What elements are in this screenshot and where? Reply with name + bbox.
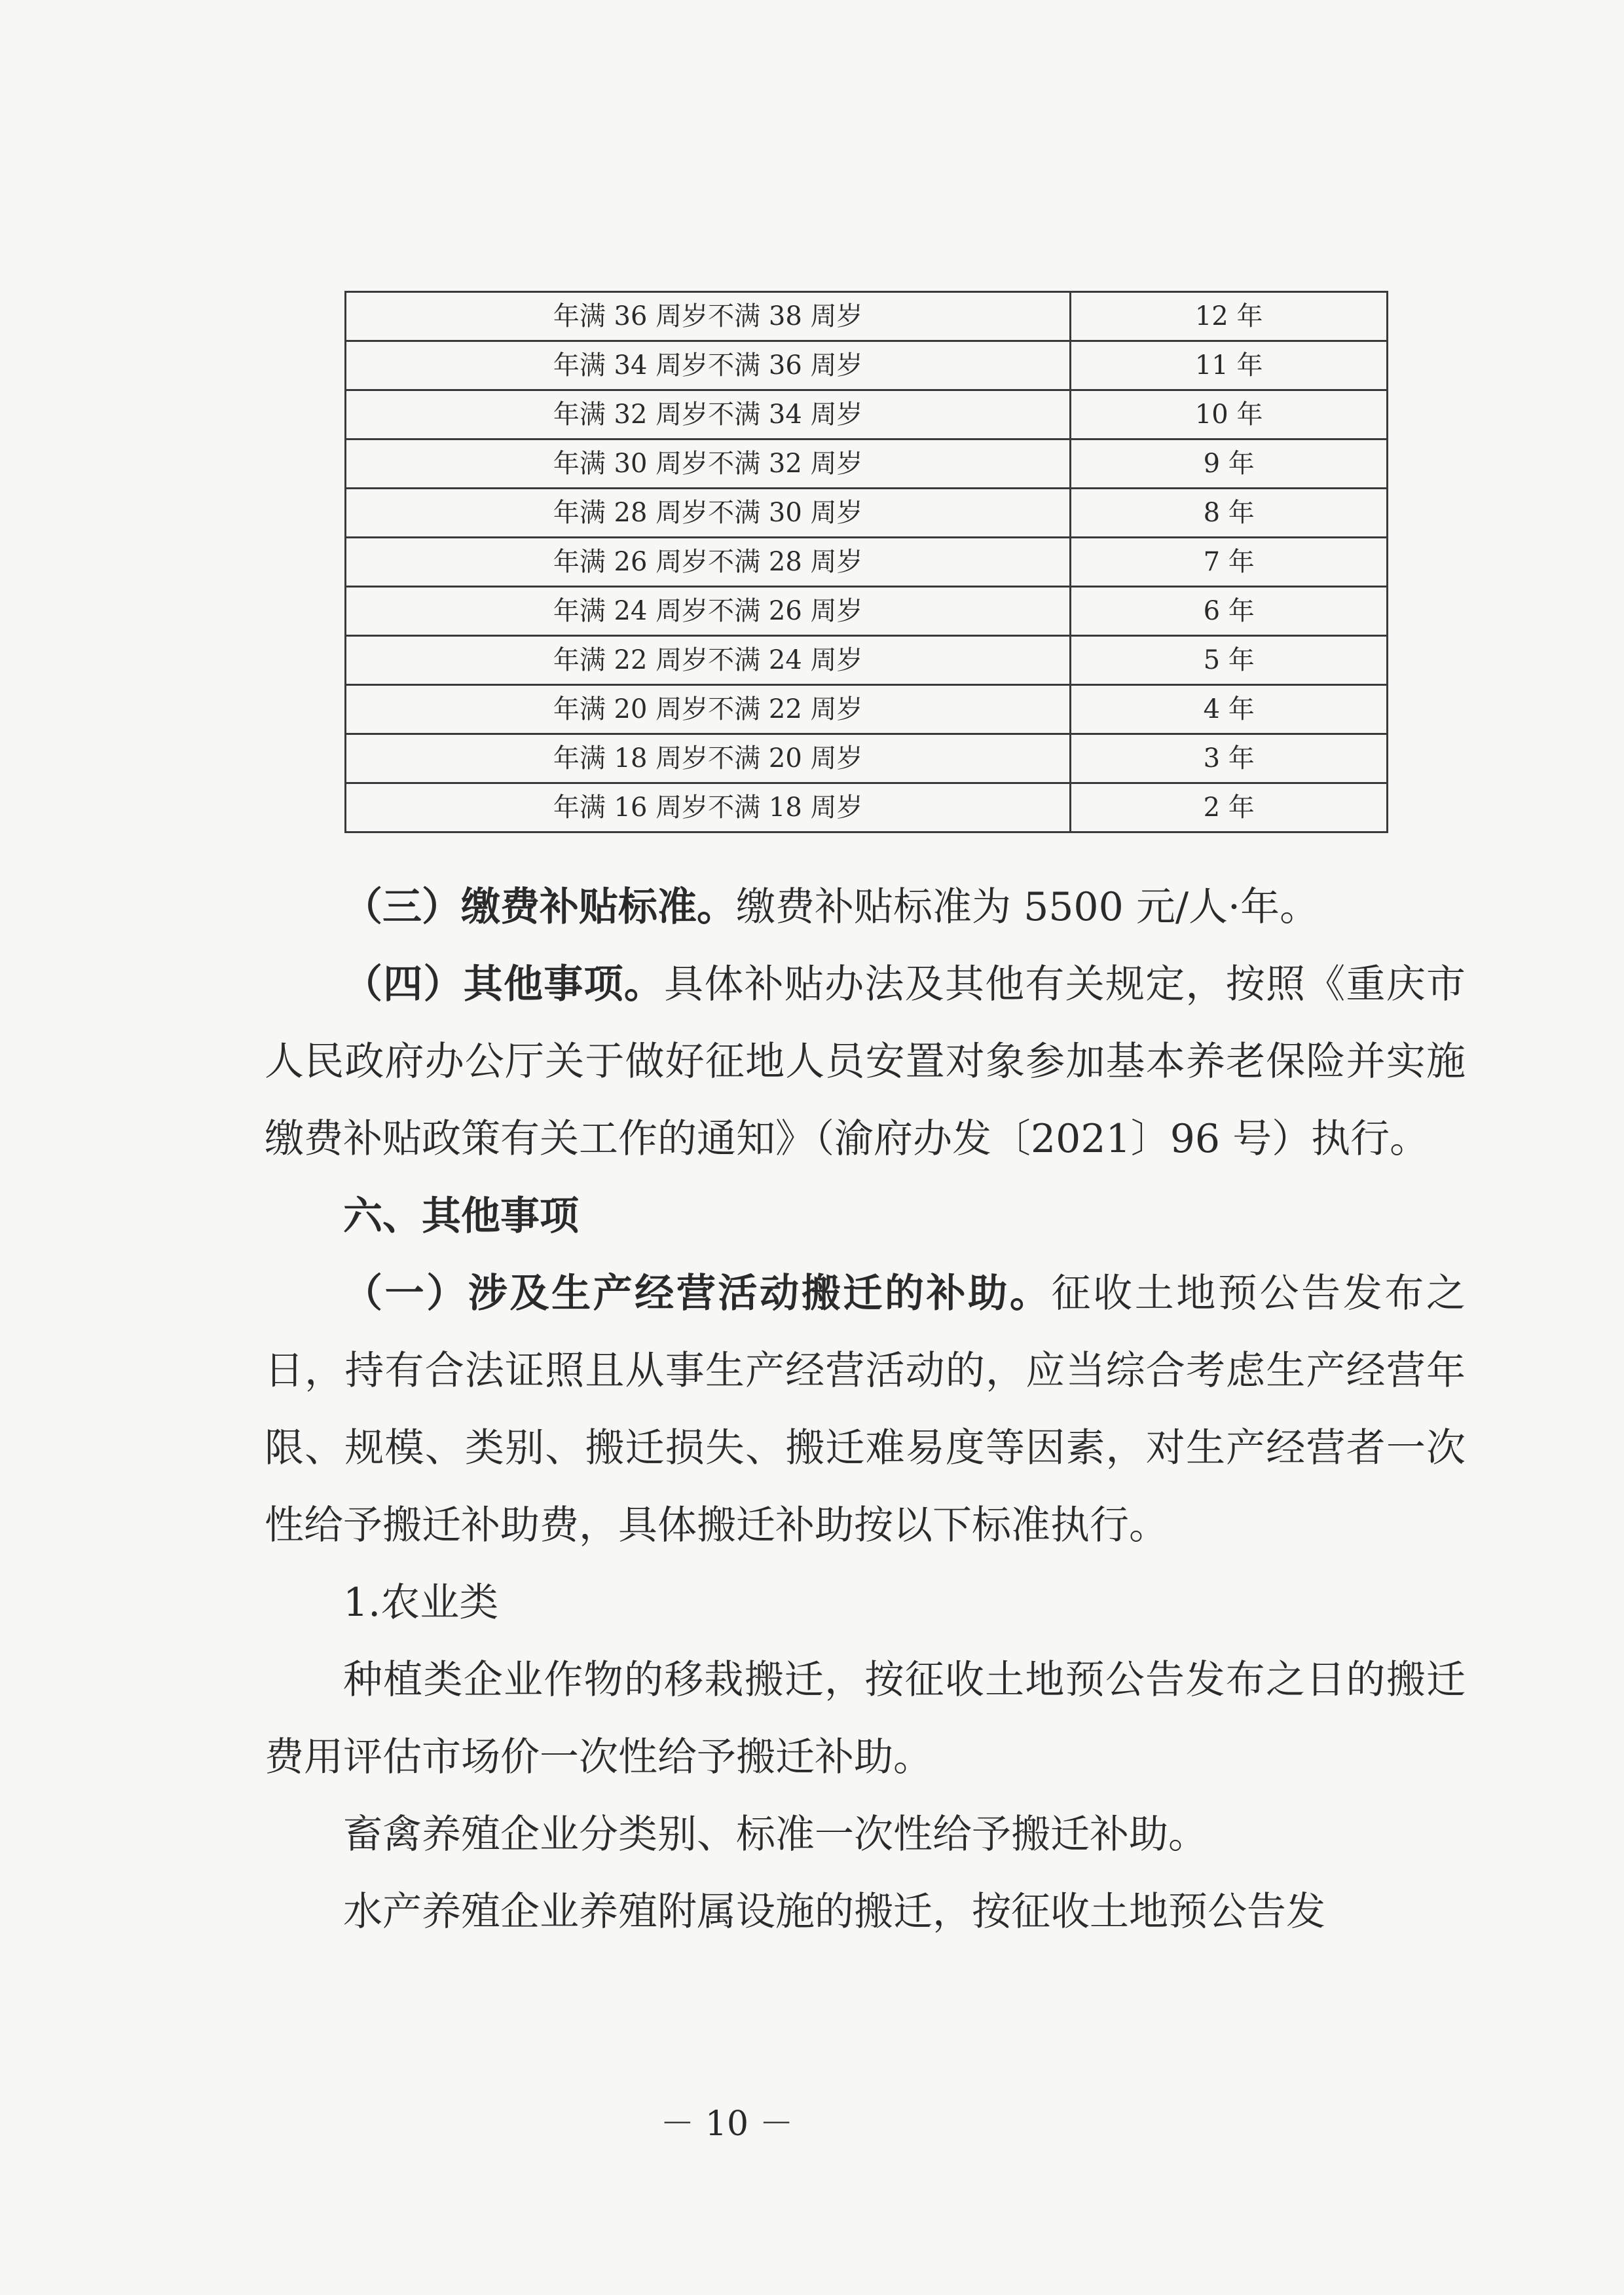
table-row — [346, 587, 1388, 636]
age-range-cell: 年满 30 周岁不满 32 周岁 — [346, 439, 1071, 489]
age-range-cell: 年满 28 周岁不满 30 周岁 — [346, 489, 1071, 538]
paragraph-text: 缴费补贴标准为 5500 元/人·年。 — [736, 884, 1320, 930]
age-range-cell: 年满 24 周岁不满 26 周岁 — [346, 587, 1071, 636]
years-cell: 8 年 — [1071, 489, 1388, 538]
age-range-cell: 年满 36 周岁不满 38 周岁 — [346, 292, 1071, 341]
years-cell: 2 年 — [1071, 783, 1388, 832]
years-cell: 11 年 — [1071, 341, 1388, 390]
table-row — [346, 685, 1388, 734]
table-row — [346, 390, 1388, 439]
paragraph-lead: （一）涉及生产经营活动搬迁的补助。 — [343, 1271, 1052, 1316]
page-number — [0, 2096, 1624, 2145]
years-cell: 12 年 — [1071, 292, 1388, 341]
table-row — [346, 636, 1388, 685]
paragraph-text: 征收土地预公告发布之日，持有合法证照且从事生产经营活动的，应当综合考虑生产经营年限、规模、类别、搬迁损失、搬迁难易度等因素，对生产经营者一次性给予搬迁补助费，具体搬迁补助按以下标准执行。 — [265, 1271, 1466, 1548]
table-row — [346, 734, 1388, 783]
years-cell: 6 年 — [1071, 587, 1388, 636]
age-range-cell: 年满 32 周岁不满 34 周岁 — [346, 390, 1071, 439]
table-body — [346, 292, 1388, 832]
age-range-cell: 年满 34 周岁不满 36 周岁 — [346, 341, 1071, 390]
years-cell: 10 年 — [1071, 390, 1388, 439]
subsection-heading: 1.农业类 — [343, 1580, 499, 1626]
table-row — [346, 489, 1388, 538]
paragraph-livestock: 畜禽养殖企业分类别、标准一次性给予搬迁补助。 — [343, 1812, 1208, 1857]
paragraph-relocation-subsidy — [265, 1255, 1466, 1564]
table-row — [346, 341, 1388, 390]
paragraph-contribution-standard — [265, 868, 1466, 946]
table-row — [346, 439, 1388, 489]
age-range-cell: 年满 18 周岁不满 20 周岁 — [346, 734, 1071, 783]
age-range-cell: 年满 20 周岁不满 22 周岁 — [346, 685, 1071, 734]
paragraph-planting: 种植类企业作物的移栽搬迁，按征收土地预公告发布之日的搬迁费用评估市场价一次性给予搬迁补助。 — [265, 1657, 1466, 1780]
age-years-table — [344, 291, 1388, 833]
years-cell: 7 年 — [1071, 538, 1388, 587]
section-heading: 六、其他事项 — [343, 1193, 579, 1239]
years-cell: 3 年 — [1071, 734, 1388, 783]
years-cell: 9 年 — [1071, 439, 1388, 489]
age-range-cell: 年满 26 周岁不满 28 周岁 — [346, 538, 1071, 587]
age-range-cell: 年满 22 周岁不满 24 周岁 — [346, 636, 1071, 685]
paragraph-text: 具体补贴办法及其他有关规定，按照《重庆市人民政府办公厅关于做好征地人员安置对象参加基本养老保险并实施缴费补贴政策有关工作的通知》（渝府办发〔2021〕96 号）执行。 — [265, 961, 1466, 1162]
paragraph-other-matters — [265, 946, 1466, 1178]
table-row — [346, 783, 1388, 832]
paragraph-aquaculture: 水产养殖企业养殖附属设施的搬迁，按征收土地预公告发 — [343, 1889, 1325, 1935]
body-text — [265, 868, 1466, 1950]
table-row — [346, 292, 1388, 341]
paragraph-lead: （四）其他事项。 — [343, 961, 665, 1007]
years-cell: 4 年 — [1071, 685, 1388, 734]
table-row — [346, 538, 1388, 587]
page-number-text: － 10 － — [660, 2104, 794, 2144]
paragraph-lead: （三）缴费补贴标准。 — [343, 884, 736, 930]
years-cell: 5 年 — [1071, 636, 1388, 685]
age-range-cell: 年满 16 周岁不满 18 周岁 — [346, 783, 1071, 832]
